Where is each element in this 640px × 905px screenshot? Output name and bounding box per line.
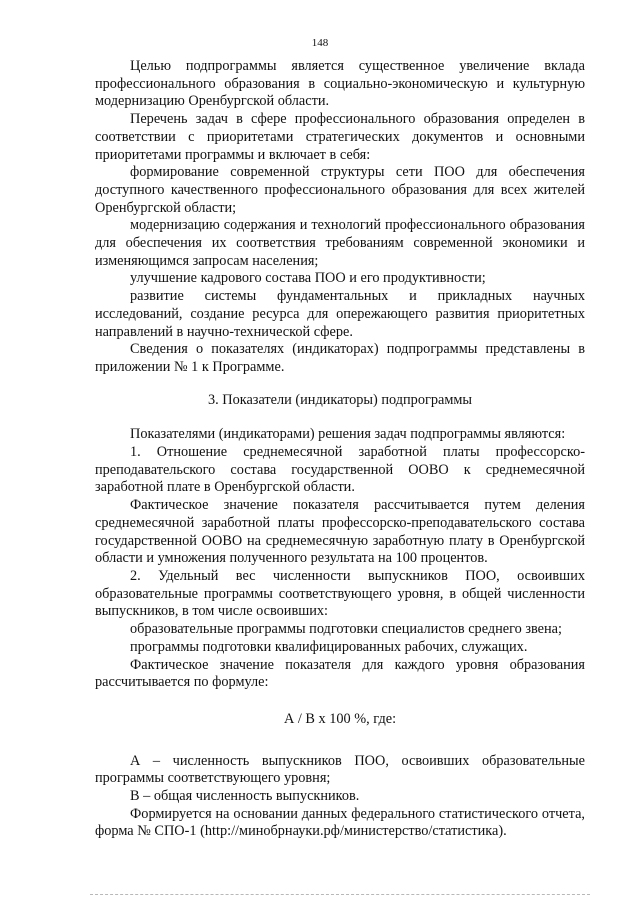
paragraph-formula-intro: Фактическое значение показателя для каждого уровня образования рассчитывается по формуле: bbox=[95, 656, 585, 691]
section-heading: 3. Показатели (индикаторы) подпрограммы bbox=[207, 391, 473, 408]
page-number: 148 bbox=[311, 37, 329, 49]
paragraph-indicator-2-item-specialists: образовательные программы подготовки специалистов среднего звена; bbox=[130, 621, 562, 638]
scan-artifact-line bbox=[90, 894, 590, 895]
paragraph-indicators-reference: Сведения о показателях (индикаторах) подпрограммы представлены в приложении № 1 к Программе. bbox=[95, 341, 585, 375]
paragraph-indicator-1-calculation: Фактическое значение показателя рассчитывается путем деления среднемесячной заработной платы профессорско-преподавательского состава государственной ООВО на среднемесячную заработную плату в Оренбургской области и умножения полученного результата на 100 процентов. bbox=[95, 497, 585, 567]
paragraph-indicators-intro: Показателями (индикаторами) решения задач подпрограммы являются: bbox=[130, 426, 566, 443]
paragraph-task-network-structure: формирование современной структуры сети ПОО для обеспечения доступного качественного профессионального образования для всех жителей Оренбургской области; bbox=[95, 164, 585, 216]
paragraph-subprogram-goal: Целью подпрограммы является существенное увеличение вклада профессионального образования в социально-экономическую и культурную модернизацию Оренбургской области. bbox=[95, 58, 585, 110]
paragraph-task-list-intro: Перечень задач в сфере профессионального образования определен в соответствии с приоритетами стратегических документов и основными приоритетами программы и включает в себя: bbox=[95, 111, 585, 163]
paragraph-indicator-1: 1. Отношение среднемесячной заработной платы профессорско-преподавательского состава государственной ООВО к среднемесячной заработной плате в Оренбургской области. bbox=[95, 444, 585, 496]
formula: А / В х 100 %, где: bbox=[283, 710, 397, 727]
paragraph-task-research: развитие системы фундаментальных и прикладных научных исследований, создание ресурса для опережающего развития приоритетных направлений в научно-технической сфере. bbox=[95, 288, 585, 340]
document-body bbox=[95, 58, 585, 841]
paragraph-task-modernization: модернизацию содержания и технологий профессионального образования для обеспечения их соответствия требованиям современной экономики и изменяющимся запросам населения; bbox=[95, 217, 585, 269]
paragraph-indicator-2: 2. Удельный вес численности выпускников ПОО, освоивших образовательные программы соответствующего уровня, в общей численности выпускников, в том числе освоивших: bbox=[95, 567, 585, 620]
paragraph-data-source: Формируется на основании данных федерального статистического отчета, форма № СПО-1 (http://минобрнауки.рф/министерство/статистика). bbox=[95, 805, 585, 840]
paragraph-indicator-2-item-workers: программы подготовки квалифицированных рабочих, служащих. bbox=[130, 638, 528, 655]
paragraph-formula-a-definition: А – численность выпускников ПОО, освоивших образовательные программы соответствующего уровня; bbox=[95, 752, 585, 787]
paragraph-formula-b-definition: В – общая численность выпускников. bbox=[130, 788, 360, 805]
paragraph-task-staff: улучшение кадрового состава ПОО и его продуктивности; bbox=[130, 270, 486, 287]
